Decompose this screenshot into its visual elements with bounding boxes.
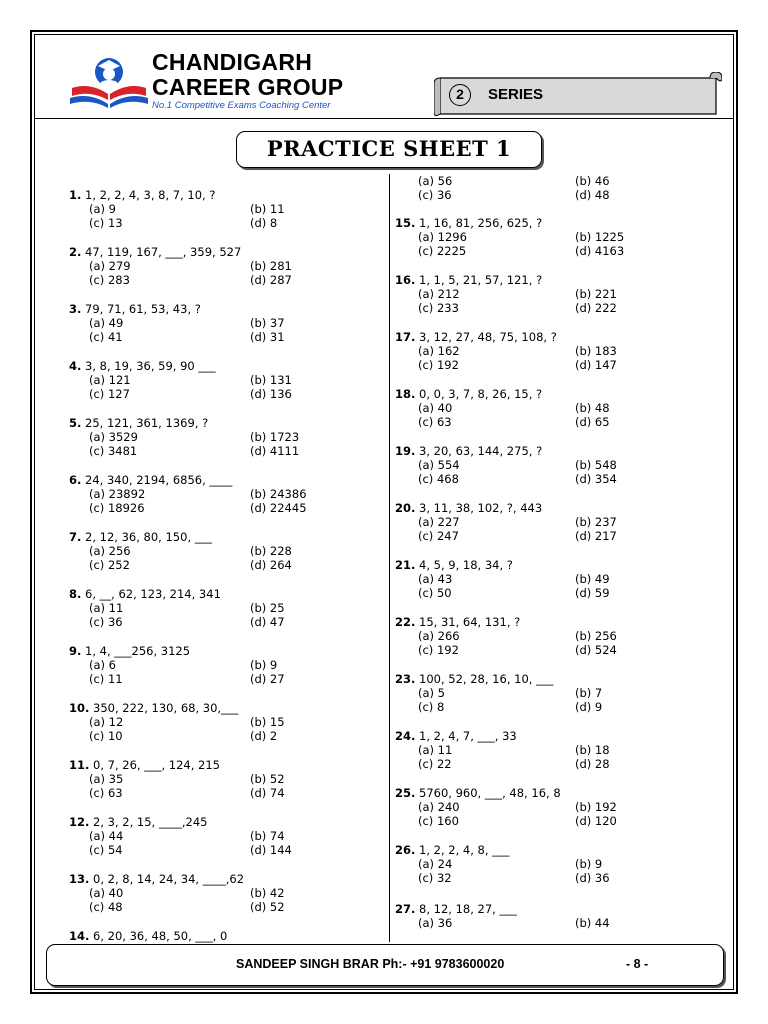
option-b: (b) 183 [575,344,617,358]
question-number: 23. [395,672,416,686]
option-d: (d) 59 [575,586,610,600]
question-series: 0, 7, 26, ___, 124, 215 [89,758,221,772]
option-d: (d) 120 [575,814,617,828]
option-c: (c) 50 [418,586,452,600]
question-number: 15. [395,216,416,230]
option-a: (a) 162 [418,344,460,358]
option-c: (c) 247 [418,529,459,543]
option-b: (b) 9 [250,658,278,672]
question-number: 1. [69,188,82,202]
question-series: 5760, 960, ___, 48, 16, 8 [415,786,561,800]
option-b: (b) 24386 [250,487,307,501]
question-number: 21. [395,558,416,572]
question-number: 11. [69,758,90,772]
question-number: 6. [69,473,82,487]
question-number: 14. [69,929,90,943]
question-number: 10. [69,701,90,715]
option-c: (c) 54 [89,843,123,857]
option-c: (c) 192 [418,358,459,372]
option-c: (c) 10 [89,729,123,743]
option-c: (c) 36 [89,615,123,629]
question-series: 24, 340, 2194, 6856, ____ [81,473,233,487]
option-b: (b) 281 [250,259,292,273]
option-b: (b) 228 [250,544,292,558]
option-c: (c) 233 [418,301,459,315]
logo-graduate-book-icon [68,52,150,112]
option-d: (d) 65 [575,415,610,429]
question-series: 79, 71, 61, 53, 43, ? [81,302,201,316]
option-d: (d) 8 [250,216,278,230]
question-series: 8, 12, 18, 27, ___ [415,902,517,916]
option-c: (c) 468 [418,472,459,486]
question-number: 27. [395,902,416,916]
question-series: 6, __, 62, 123, 214, 341 [81,587,221,601]
option-a: (a) 266 [418,629,460,643]
option-c: (c) 252 [89,558,130,572]
option-c: (c) 32 [418,871,452,885]
question-number: 4. [69,359,82,373]
option-a: (a) 3529 [89,430,138,444]
option-c: (c) 283 [89,273,130,287]
option-b: (b) 548 [575,458,617,472]
option-c: (c) 3481 [89,444,138,458]
option-a: (a) 43 [418,572,453,586]
question-series: 15, 31, 64, 131, ? [415,615,521,629]
option-b: (b) 1723 [250,430,300,444]
option-d: (d) 27 [250,672,285,686]
option-b: (b) 15 [250,715,285,729]
question-number: 24. [395,729,416,743]
question-series: 2, 12, 36, 80, 150, ___ [81,530,213,544]
header-divider [34,118,734,119]
option-b: (b) 49 [575,572,610,586]
option-a: (a) 554 [418,458,460,472]
page-number: - 8 - [626,957,649,971]
question-series: 2, 3, 2, 15, ____,245 [89,815,208,829]
option-b: (b) 52 [250,772,285,786]
option-c: (c) 41 [89,330,123,344]
question-series: 4, 5, 9, 18, 34, ? [415,558,513,572]
option-b: (b) 1225 [575,230,625,244]
option-b: (b) 42 [250,886,285,900]
question-series: 3, 8, 19, 36, 59, 90 ___ [81,359,216,373]
option-a: (a) 23892 [89,487,146,501]
option-c: (c) 18926 [89,501,145,515]
question-number: 8. [69,587,82,601]
option-b: (b) 221 [575,287,617,301]
option-b: (b) 131 [250,373,292,387]
option-a: (a) 24 [418,857,453,871]
question-series: 0, 0, 3, 7, 8, 26, 15, ? [415,387,543,401]
option-a: (a) 12 [89,715,124,729]
question-series: 6, 20, 36, 48, 50, ___, 0 [89,929,228,943]
option-b: (b) 44 [575,916,610,930]
option-a: (a) 227 [418,515,460,529]
option-c: (c) 127 [89,387,130,401]
question-number: 7. [69,530,82,544]
question-series: 1, 2, 2, 4, 8, ___ [415,843,510,857]
option-d: (d) 47 [250,615,285,629]
option-a: (a) 35 [89,772,124,786]
question-series: 350, 222, 130, 68, 30,___ [89,701,239,715]
option-d: (d) 287 [250,273,292,287]
option-d: (d) 36 [575,871,610,885]
option-d: (d) 144 [250,843,292,857]
option-b: (b) 237 [575,515,617,529]
option-c: (c) 13 [89,216,123,230]
option-b: (b) 48 [575,401,610,415]
option-d: (d) 136 [250,387,292,401]
question-series: 0, 2, 8, 14, 24, 34, ____,62 [89,872,245,886]
question-series: 1, 4, ___256, 3125 [81,644,191,658]
brand-block [152,50,343,111]
option-b: (b) 7 [575,686,603,700]
question-series: 1, 16, 81, 256, 625, ? [415,216,543,230]
option-c: (c) 8 [418,700,445,714]
question-number: 16. [395,273,416,287]
option-c: (c) 11 [89,672,123,686]
question-series: 3, 11, 38, 102, ?, 443 [415,501,543,515]
option-c: (c) 36 [418,188,452,202]
option-a: (a) 11 [418,743,453,757]
question-number: 13. [69,872,90,886]
option-c: (c) 63 [418,415,452,429]
column-divider [389,174,390,942]
option-a: (a) 1296 [418,230,467,244]
option-d: (d) 9 [575,700,603,714]
chapter-title: SERIES [488,86,544,103]
chapter-scroll-banner [434,72,722,118]
option-d: (d) 147 [575,358,617,372]
option-a: (a) 212 [418,287,460,301]
page-title: PRACTICE SHEET 1 [266,136,512,161]
option-a: (a) 56 [418,174,453,188]
question-series: 100, 52, 28, 16, 10, ___ [415,672,554,686]
question-number: 17. [395,330,416,344]
brand-name-line1: CHANDIGARH [152,49,313,75]
option-b: (b) 37 [250,316,285,330]
question-number: 5. [69,416,82,430]
option-a: (a) 49 [89,316,124,330]
option-a: (a) 36 [418,916,453,930]
option-d: (d) 74 [250,786,285,800]
question-number: 19. [395,444,416,458]
question-series: 1, 2, 4, 7, ___, 33 [415,729,517,743]
option-c: (c) 2225 [418,244,467,258]
question-series: 3, 12, 27, 48, 75, 108, ? [415,330,557,344]
option-a: (a) 5 [418,686,445,700]
option-d: (d) 4111 [250,444,300,458]
option-a: (a) 11 [89,601,124,615]
brand-name-line2: CAREER GROUP [152,74,344,100]
option-b: (b) 11 [250,202,285,216]
question-number: 3. [69,302,82,316]
option-d: (d) 264 [250,558,292,572]
question-number: 22. [395,615,416,629]
question-series: 3, 20, 63, 144, 275, ? [415,444,543,458]
question-number: 2. [69,245,82,259]
option-b: (b) 192 [575,800,617,814]
option-a: (a) 240 [418,800,460,814]
question-series: 1, 2, 2, 4, 3, 8, 7, 10, ? [81,188,216,202]
option-b: (b) 9 [575,857,603,871]
question-series: 1, 1, 5, 21, 57, 121, ? [415,273,543,287]
option-c: (c) 63 [89,786,123,800]
option-c: (c) 48 [89,900,123,914]
option-a: (a) 6 [89,658,116,672]
option-d: (d) 48 [575,188,610,202]
question-number: 20. [395,501,416,515]
option-d: (d) 217 [575,529,617,543]
option-a: (a) 40 [89,886,124,900]
option-c: (c) 192 [418,643,459,657]
option-b: (b) 74 [250,829,285,843]
option-d: (d) 524 [575,643,617,657]
footer-author: SANDEEP SINGH BRAR Ph:- +91 9783600020 [236,957,505,971]
option-d: (d) 222 [575,301,617,315]
option-a: (a) 9 [89,202,116,216]
option-a: (a) 121 [89,373,131,387]
brand-tagline: No.1 Competitive Exams Coaching Center [152,100,331,111]
option-a: (a) 44 [89,829,124,843]
option-a: (a) 40 [418,401,453,415]
option-b: (b) 25 [250,601,285,615]
option-b: (b) 256 [575,629,617,643]
question-number: 12. [69,815,90,829]
option-d: (d) 28 [575,757,610,771]
option-d: (d) 31 [250,330,285,344]
question-number: 18. [395,387,416,401]
option-d: (d) 354 [575,472,617,486]
chapter-number-badge: 2 [449,84,471,106]
option-b: (b) 18 [575,743,610,757]
option-a: (a) 279 [89,259,131,273]
question-series: 47, 119, 167, ___, 359, 527 [81,245,242,259]
question-number: 25. [395,786,416,800]
question-series: 25, 121, 361, 1369, ? [81,416,209,430]
option-c: (c) 160 [418,814,459,828]
question-number: 26. [395,843,416,857]
option-d: (d) 4163 [575,244,625,258]
option-c: (c) 22 [418,757,452,771]
option-d: (d) 52 [250,900,285,914]
option-d: (d) 22445 [250,501,307,515]
question-number: 9. [69,644,82,658]
option-b: (b) 46 [575,174,610,188]
option-d: (d) 2 [250,729,278,743]
option-a: (a) 256 [89,544,131,558]
